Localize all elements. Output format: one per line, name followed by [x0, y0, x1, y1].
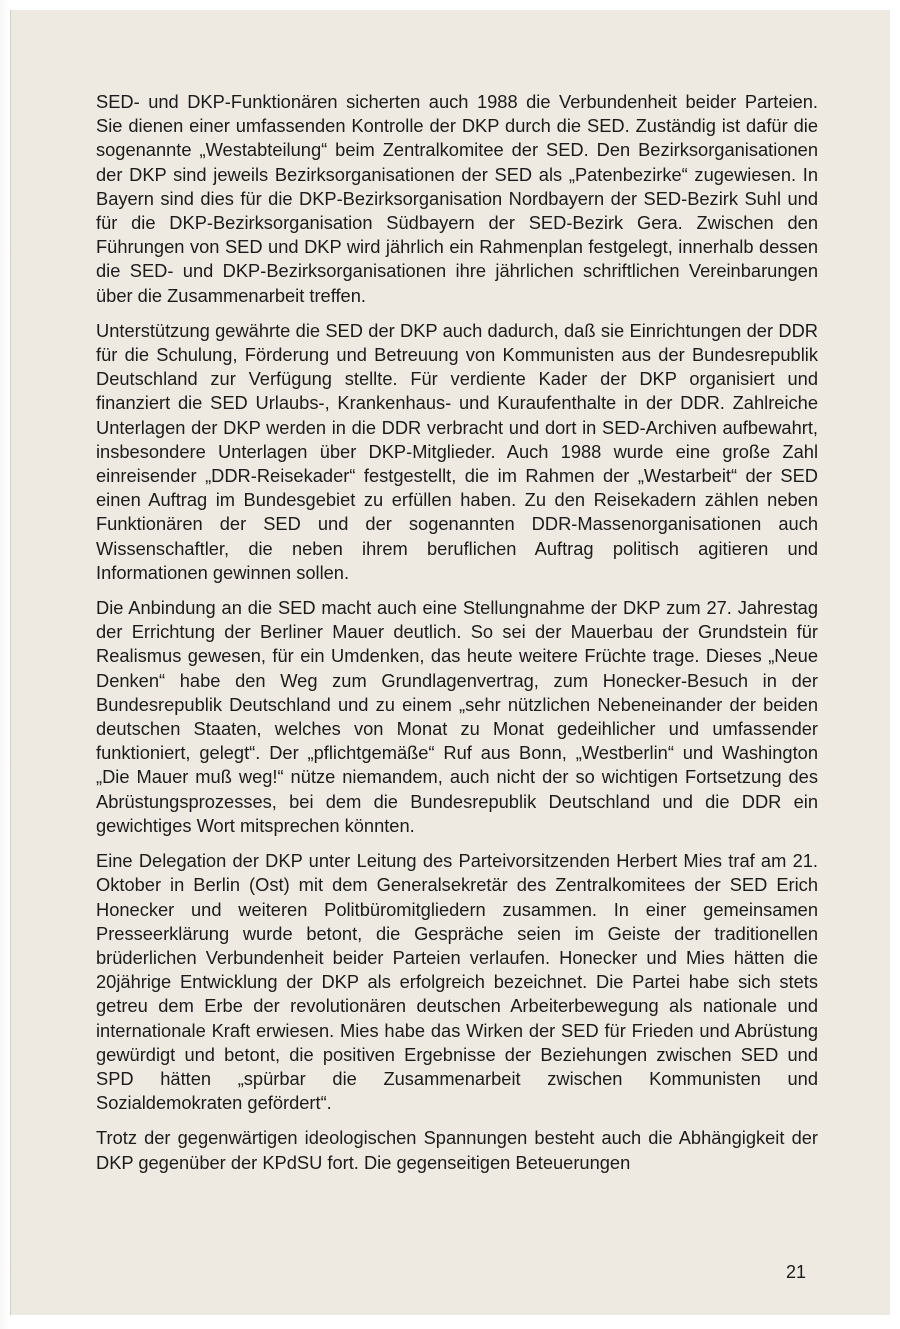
paragraph: SED- und DKP-Funktionären sicherten auch 1988 die Verbundenheit beider Parteien. Sie dienen einer umfassenden Kontrolle der DKP durch die SED. Zuständig ist dafür die sogenannte „Westabteilung“ beim Zentralkomitee der SED. Den Bezirksorganisationen der DKP sind jeweils Bezirksorganisationen der SED als „Patenbezirke“ zugewiesen. In Bayern sind dies für die DKP-Bezirksorganisation Nordbayern der SED-Bezirk Suhl und für die DKP-Bezirksorganisation Südbayern der SED-Bezirk Gera. Zwischen den Führungen von SED und DKP wird jährlich ein Rahmenplan festgelegt, innerhalb dessen die SED- und DKP-Bezirksorganisationen ihre jährlichen schriftlichen Vereinbarungen über die Zusammenarbeit treffen.: [96, 91, 818, 306]
scan-edge: [0, 0, 10, 1329]
document-page: [10, 10, 890, 1315]
paragraph: Die Anbindung an die SED macht auch eine Stellungnahme der DKP zum 27. Jahrestag der Errichtung der Berliner Mauer deutlich. So sei der Mauerbau der Grundstein für Realismus gewesen, für ein Umdenken, das heute weitere Früchte trage. Dieses „Neue Denken“ habe den Weg zum Grundlagenvertrag, zum Honecker-Besuch in der Bundesrepublik Deutschland und zu einem „sehr nützlichen Nebeneinander der beiden deutschen Staaten, welches von Monat zu Monat gedeihlicher und umfassender funktioniert, gelegt“. Der „pflichtgemäße“ Ruf aus Bonn, „Westberlin“ und Washington „Die Mauer muß weg!“ nütze niemandem, auch nicht der so wichtigen Fortsetzung des Abrüstungsprozesses, bei dem die Bundesrepublik Deutschland und die DDR ein gewichtiges Wort mitsprechen könnten.: [96, 597, 818, 836]
body-text: [96, 90, 818, 1186]
paragraph: Trotz der gegenwärtigen ideologischen Spannungen besteht auch die Abhängigkeit der DKP gegenüber der KPdSU fort. Die gegenseitigen Beteuerungen: [96, 1127, 818, 1173]
paragraph: Unterstützung gewährte die SED der DKP auch dadurch, daß sie Einrichtungen der DDR für die Schulung, Förderung und Betreuung von Kommunisten aus der Bundesrepublik Deutschland zur Verfügung stellte. Für verdiente Kader der DKP organisiert und finanziert die SED Urlaubs-, Krankenhaus- und Kuraufenthalte in der DDR. Zahlreiche Unterlagen der DKP werden in die DDR verbracht und dort in SED-Archiven aufbewahrt, insbesondere Unterlagen über DKP-Mitglieder. Auch 1988 wurde eine große Zahl einreisender „DDR-Reisekader“ festgestellt, die im Rahmen der „Westarbeit“ der SED einen Auftrag im Bundesgebiet zu erfüllen haben. Zu den Reisekadern zählen neben Funktionären der SED und der sogenannten DDR-Massenorganisationen auch Wissenschaftler, die neben ihrem beruflichen Auftrag politisch agitieren und Informationen gewinnen sollen.: [96, 319, 818, 583]
paragraph: Eine Delegation der DKP unter Leitung des Parteivorsitzenden Herbert Mies traf am 21. Oktober in Berlin (Ost) mit dem Generalsekretär des Zentralkomitees der SED Erich Honecker und weiteren Politbüromitgliedern zusammen. In einer gemeinsamen Presseerklärung wurde betont, die Gespräche seien im Geiste der traditionellen brüderlichen Verbundenheit beider Parteien verlaufen. Honecker und Mies hätten die 20jährige Entwicklung der DKP als erfolgreich bezeichnet. Die Partei habe sich stets getreu dem Erbe der revolutionären deutschen Arbeiterbewegung als nationale und internationale Kraft erwiesen. Mies habe das Wirken der SED für Frieden und Abrüstung gewürdigt und betont, die positiven Ergebnisse der Beziehungen zwischen SED und SPD hätten „spürbar die Zusammenarbeit zwischen Kommunisten und Sozialdemokraten gefördert“.: [96, 850, 818, 1114]
page-number: 21: [786, 1262, 807, 1282]
